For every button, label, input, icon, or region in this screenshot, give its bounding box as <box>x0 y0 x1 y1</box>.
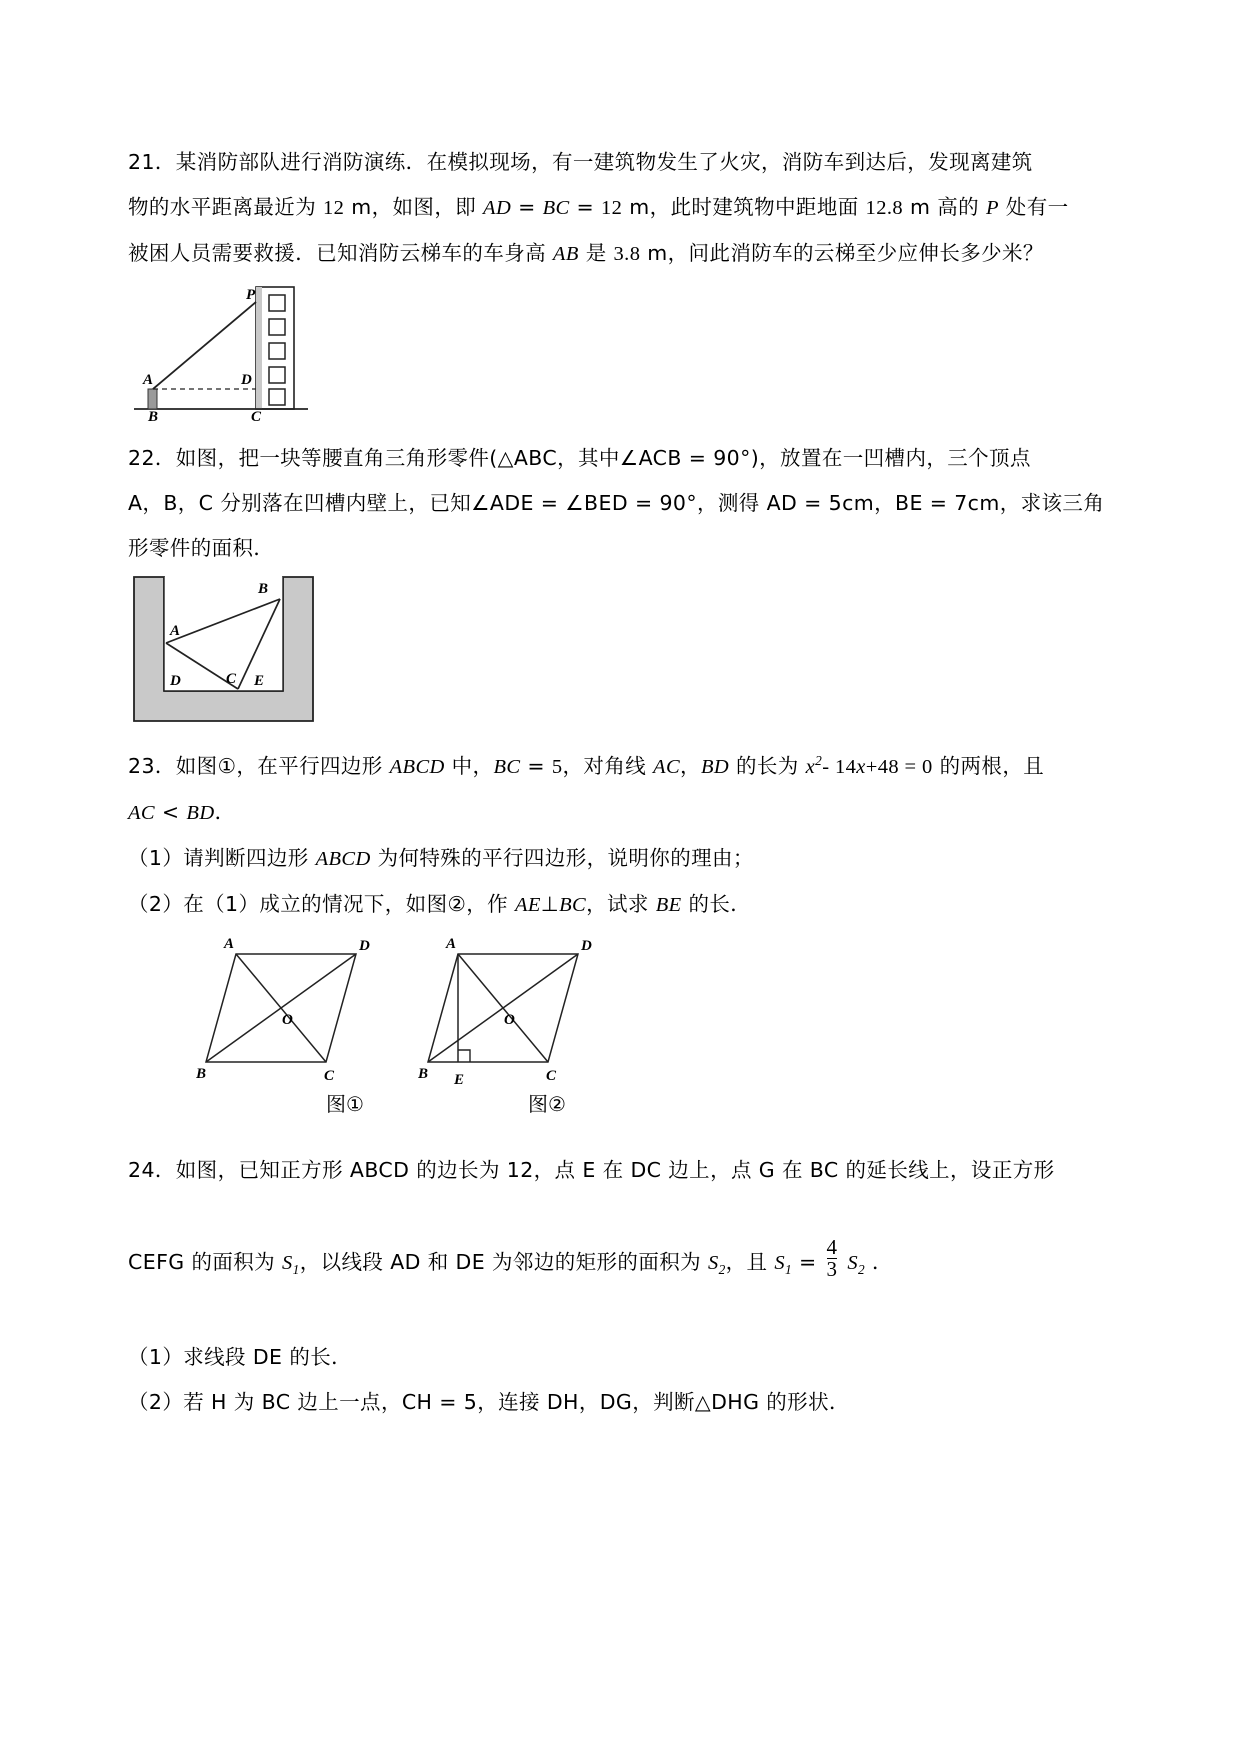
fraction-denominator: 3 <box>826 1257 838 1282</box>
label-D: D <box>241 372 252 388</box>
label-E: E <box>454 1071 465 1088</box>
q24-sub-2: （2）若 H 为 BC 边上一点，CH = 5，连接 DH，DG，判断△DHG 的形状． <box>128 1389 850 1414</box>
label-O: O <box>282 1011 293 1028</box>
q23-figures-wrap <box>128 932 1118 1132</box>
label-B: B <box>258 581 269 597</box>
q23-sub-2: （2）在（1）成立的情况下，如图②，作 AE⊥BC，试求 BE 的长． <box>128 891 752 916</box>
label-B: B <box>148 409 159 422</box>
parallelogram-figure-1 <box>196 932 396 1092</box>
page-content <box>128 140 1118 1425</box>
question-21 <box>128 140 1118 422</box>
q23-sub-1: （1）请判断四边形 ABCD 为何特殊的平行四边形，说明你的理由； <box>128 845 754 870</box>
label-A: A <box>143 372 154 388</box>
label-D: D <box>170 673 181 689</box>
q22-figure-wrap <box>128 571 1118 726</box>
figure-caption-1: 图① <box>326 1091 364 1116</box>
q22-line-2: A，B，C 分别落在凹槽内壁上，已知∠ADE = ∠BED = 90°，测得 AD = 5cm，BE = 7cm，求该三角 <box>128 491 1105 515</box>
label-A: A <box>170 623 181 639</box>
question-23 <box>128 738 1118 1132</box>
q23-line-1: 23．如图①，在平行四边形 ABCD 中，BC = 5，对角线 AC，BD 的长为 $x^2-$ 14x+48 = 0 的两根，且 <box>128 753 1045 778</box>
q21-line-3: 被困人员需要救援．已知消防云梯车的车身高 AB 是 3.8 m，问此消防车的云梯至少应伸长多少米？ <box>128 241 1044 265</box>
q24-line-2: CEFG 的面积为 $S_1$，以线段 AD 和 DE 为邻边的矩形的面积为 $S_2$，且 $S_1$ = $\frac{4}{3}$ $S_2$ ． <box>128 1234 893 1282</box>
label-B: B <box>418 1065 429 1082</box>
q21-line-1: 21．某消防部队进行消防演练．在模拟现场，有一建筑物发生了火灾，消防车到达后，发现离建筑 <box>128 150 1033 174</box>
fraction-four-thirds <box>826 1234 838 1282</box>
label-P: P <box>246 287 256 303</box>
label-A: A <box>224 935 235 952</box>
label-D: D <box>581 937 592 954</box>
fire-truck-ladder-figure <box>128 277 313 422</box>
q24-line-1: 24．如图，已知正方形 ABCD 的边长为 12，点 E 在 DC 边上，点 G 在 BC 的延长线上，设正方形 <box>128 1157 1055 1182</box>
q21-figure-wrap <box>128 277 1118 422</box>
label-E: E <box>254 673 265 689</box>
groove-triangle-figure <box>128 571 318 726</box>
label-C: C <box>226 671 237 687</box>
label-D: D <box>359 937 370 954</box>
label-C: C <box>324 1067 335 1084</box>
q21-line-2: 物的水平距离最近为 12 m，如图，即 AD = BC = 12 m，此时建筑物中距地面 12.8 m 高的 P 处有一 <box>128 195 1069 219</box>
q22-line-3: 形零件的面积． <box>128 536 275 560</box>
question-24 <box>128 1148 1118 1425</box>
label-A: A <box>446 935 457 952</box>
fraction-numerator: 4 <box>826 1234 838 1259</box>
label-C: C <box>546 1067 557 1084</box>
q23-line-2: AC < BD． <box>128 799 236 824</box>
label-C: C <box>251 409 262 422</box>
label-B2: B <box>196 1065 207 1082</box>
question-22 <box>128 436 1118 726</box>
figure-caption-2: 图② <box>528 1091 566 1116</box>
label-O: O <box>504 1011 515 1028</box>
parallelogram-figure-2 <box>418 932 618 1092</box>
q22-line-1: 22．如图，把一块等腰直角三角形零件(△ABC，其中∠ACB = 90°)，放置在一凹槽内，三个顶点 <box>128 446 1031 470</box>
q24-sub-1: （1）求线段 DE 的长． <box>128 1344 353 1369</box>
